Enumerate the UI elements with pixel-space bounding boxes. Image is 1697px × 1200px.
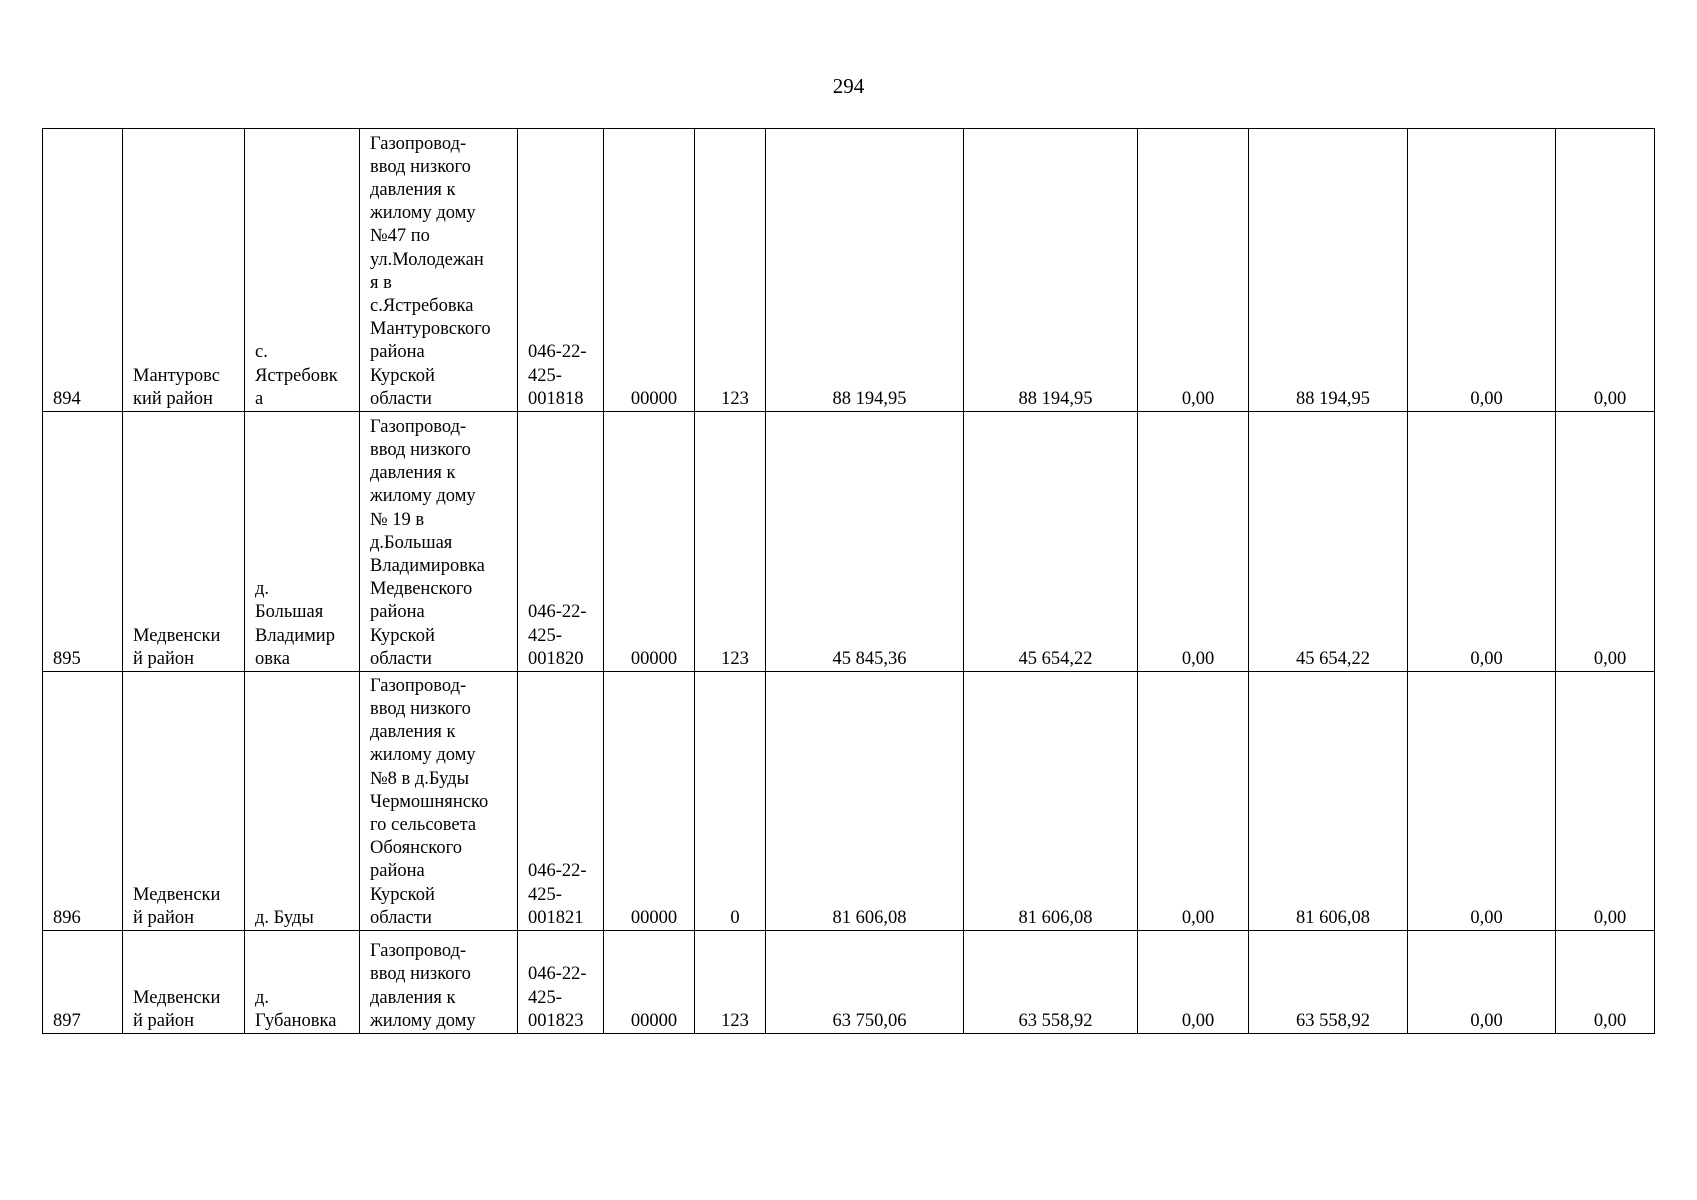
locality-line: д. — [255, 987, 270, 1008]
object-line: д.Большая — [370, 532, 453, 553]
object-line: жилому дому — [370, 745, 476, 766]
object-cell — [360, 412, 518, 672]
object-line: № 19 в — [370, 509, 425, 530]
amount-cell: 81 606,08 — [766, 672, 964, 931]
amount-cell: 0,00 — [1138, 412, 1249, 672]
col6-cell: 00000 — [604, 931, 695, 1034]
object-line: Медвенского — [370, 579, 473, 600]
amount-cell: 63 750,06 — [766, 931, 964, 1034]
amount-cell: 0,00 — [1556, 672, 1655, 931]
object-line: ввод низкого — [370, 698, 471, 719]
district-cell — [123, 672, 245, 931]
district-cell — [123, 412, 245, 672]
district-line: Медвенски — [133, 884, 221, 905]
code-line: 001821 — [528, 907, 584, 928]
table-row — [43, 129, 1655, 412]
amount-cell: 0,00 — [1556, 412, 1655, 672]
locality-cell — [245, 412, 360, 672]
registry-table — [42, 128, 1655, 1034]
object-line: ул.Молодежан — [370, 249, 484, 270]
locality-line: Большая — [255, 602, 324, 623]
row-number-cell: 896 — [43, 672, 123, 931]
amount-cell: 0,00 — [1408, 412, 1556, 672]
object-line: области — [370, 388, 432, 409]
object-line: №8 в д.Буды — [370, 768, 470, 789]
object-line: Газопровод- — [370, 416, 467, 437]
col6-cell: 00000 — [604, 129, 695, 412]
row-number-cell: 897 — [43, 931, 123, 1034]
col7-cell: 123 — [695, 931, 766, 1034]
amount-cell: 0,00 — [1138, 672, 1249, 931]
object-line: Чермошнянско — [370, 791, 489, 812]
amount-cell: 88 194,95 — [1249, 129, 1408, 412]
object-line: ввод низкого — [370, 964, 471, 985]
object-line: ввод низкого — [370, 156, 471, 177]
amount-cell: 0,00 — [1138, 129, 1249, 412]
amount-cell: 81 606,08 — [1249, 672, 1408, 931]
code-line: 425- — [528, 625, 562, 646]
page-number: 294 — [832, 74, 865, 98]
locality-line: с. — [255, 342, 268, 363]
col7-cell: 0 — [695, 672, 766, 931]
object-line: жилому дому — [370, 486, 476, 507]
locality-line: овка — [255, 648, 290, 669]
amount-cell: 0,00 — [1556, 129, 1655, 412]
amount-cell: 0,00 — [1556, 931, 1655, 1034]
object-cell — [360, 931, 518, 1034]
district-cell — [123, 931, 245, 1034]
amount-cell: 0,00 — [1408, 129, 1556, 412]
locality-line: а — [255, 388, 264, 409]
object-line: Обоянского — [370, 838, 462, 859]
district-line: кий район — [133, 388, 213, 409]
amount-cell: 45 845,36 — [766, 412, 964, 672]
object-line: ввод низкого — [370, 439, 471, 460]
amount-cell: 81 606,08 — [964, 672, 1138, 931]
code-cell — [518, 672, 604, 931]
locality-line: Ястребовк — [255, 365, 338, 386]
amount-cell: 88 194,95 — [766, 129, 964, 412]
object-line: давления к — [370, 987, 456, 1008]
row-number-cell: 895 — [43, 412, 123, 672]
code-cell — [518, 931, 604, 1034]
col7-cell: 123 — [695, 412, 766, 672]
object-line: района — [370, 861, 425, 882]
object-line: давления к — [370, 179, 456, 200]
locality-cell — [245, 931, 360, 1034]
object-line: Курской — [370, 884, 435, 905]
district-line: Медвенски — [133, 625, 221, 646]
amount-cell: 0,00 — [1138, 931, 1249, 1034]
object-line: Газопровод- — [370, 133, 467, 154]
code-line: 001820 — [528, 648, 584, 669]
locality-cell — [245, 672, 360, 931]
code-line: 046-22- — [528, 342, 587, 363]
locality-line: Губановка — [255, 1010, 337, 1031]
district-line: Мантуровс — [133, 365, 220, 386]
object-line: жилому дому — [370, 1010, 476, 1031]
district-line: Медвенски — [133, 987, 221, 1008]
district-line: й район — [133, 648, 195, 669]
district-cell — [123, 129, 245, 412]
object-line: го сельсовета — [370, 814, 477, 835]
code-line: 425- — [528, 987, 562, 1008]
object-line: области — [370, 648, 432, 669]
object-line: с.Ястребовка — [370, 295, 474, 316]
table-row — [43, 931, 1655, 1034]
code-cell — [518, 412, 604, 672]
object-line: жилому дому — [370, 203, 476, 224]
col6-cell: 00000 — [604, 412, 695, 672]
amount-cell: 0,00 — [1408, 931, 1556, 1034]
object-cell — [360, 129, 518, 412]
object-line: Курской — [370, 365, 435, 386]
object-line: я в — [370, 272, 392, 293]
amount-cell: 63 558,92 — [964, 931, 1138, 1034]
code-line: 046-22- — [528, 964, 587, 985]
object-line: Газопровод- — [370, 675, 467, 696]
amount-cell: 0,00 — [1408, 672, 1556, 931]
district-line: й район — [133, 907, 195, 928]
code-line: 046-22- — [528, 861, 587, 882]
amount-cell: 63 558,92 — [1249, 931, 1408, 1034]
col7-cell: 123 — [695, 129, 766, 412]
district-line: й район — [133, 1010, 195, 1031]
code-line: 001823 — [528, 1010, 584, 1031]
object-line: Газопровод- — [370, 941, 467, 962]
code-line: 046-22- — [528, 602, 587, 623]
locality-line: Владимир — [255, 625, 335, 646]
amount-cell: 45 654,22 — [964, 412, 1138, 672]
col6-cell: 00000 — [604, 672, 695, 931]
object-line: района — [370, 602, 425, 623]
row-number-cell: 894 — [43, 129, 123, 412]
locality-line: д. — [255, 579, 270, 600]
code-cell — [518, 129, 604, 412]
code-line: 425- — [528, 365, 562, 386]
object-line: №47 по — [370, 226, 430, 247]
code-line: 425- — [528, 884, 562, 905]
object-cell — [360, 672, 518, 931]
locality-cell — [245, 129, 360, 412]
code-line: 001818 — [528, 388, 584, 409]
object-line: области — [370, 907, 432, 928]
amount-cell: 88 194,95 — [964, 129, 1138, 412]
object-line: Владимировка — [370, 555, 485, 576]
table-row — [43, 412, 1655, 672]
object-line: давления к — [370, 722, 456, 743]
locality-line: д. Буды — [255, 907, 314, 928]
object-line: Курской — [370, 625, 435, 646]
object-line: района — [370, 342, 425, 363]
amount-cell: 45 654,22 — [1249, 412, 1408, 672]
object-line: давления к — [370, 463, 456, 484]
table-row — [43, 672, 1655, 931]
object-line: Мантуровского — [370, 319, 491, 340]
